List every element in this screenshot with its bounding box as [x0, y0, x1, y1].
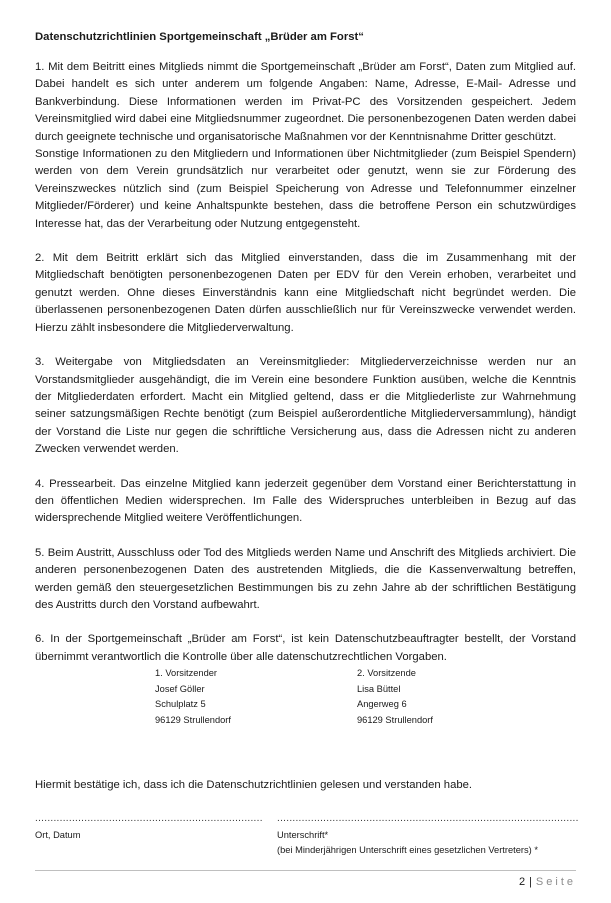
- signature-line[interactable]: ..................................................................................................: [277, 813, 579, 824]
- signer-role: 2. Vorsitzende: [357, 668, 416, 678]
- signer-role: 1. Vorsitzender: [155, 668, 218, 678]
- paragraph-1-text: 1. Mit dem Beitritt eines Mitglieds nimmt die Sportgemeinschaft „Brüder am Forst“, Daten zum Mitglied auf. Dabei handelt es sich unter anderem um folgende Angaben: Name, Adresse, E-Mail- Adresse und Bankverbindung. Diese Informationen werden im Privat-PC des Vorsitzenden gespeichert. Jedem Vereinsmitglied wird dabei eine Mitgliedsnummer zugeordnet. Die personenbezogenen Daten werden dabei durch geeignete technische und organisatorische Maßnahmen vor der Kenntnisnahme Dritter geschützt.: [35, 61, 576, 143]
- document-title: Datenschutzrichtlinien Sportgemeinschaft „Brüder am Forst“: [35, 31, 364, 43]
- signer-name: Lisa Büttel: [357, 683, 401, 694]
- footer-separator: |: [529, 876, 532, 888]
- signature-label-block: [277, 828, 538, 857]
- page-footer: [519, 876, 576, 888]
- signer-city: 96129 Strullendorf: [357, 714, 433, 725]
- signer-first-chair: [155, 666, 335, 728]
- document-body: [35, 30, 576, 666]
- signer-street: Angerweg 6: [357, 699, 407, 709]
- paragraph-2: 2. Mit dem Beitritt erklärt sich das Mitglied einverstanden, dass die im Zusammenhang mit der Mitgliedschaft benötigten personenbezogenen Daten per EDV für den Verein erhoben, verarbeitet und genutzt werden. Ohne dieses Einverständnis kann eine Mitgliedschaft nicht begründet werden. Die überlassenen personenbezogenen Daten dürfen ausschließlich nur für Vereinszwecke verwendet werden. Hierzu zählt insbesondere die Mitgliederverwaltung.: [35, 252, 576, 334]
- paragraph-1: [35, 59, 576, 233]
- confirmation-statement: Hiermit bestätige ich, dass ich die Datenschutzrichtlinien gelesen und verstanden habe.: [35, 779, 473, 791]
- paragraph-3: 3. Weitergabe von Mitgliedsdaten an Vereinsmitglieder: Mitgliederverzeichnisse werden nur an Vorstandsmitglieder ausgehändigt, die im Verein eine besondere Funktion ausüben, welche die Kenntnis der Mitgliederdaten erfordert. Macht ein Mitglied geltend, dass er die Mitgliederliste zur Wahrnehmung seiner satzungsmäßigen Rechte benötigt (zum Beispiel außerordentliche Mitgliederversammlung), händigt der Vorstand die Liste nur gegen die schriftliche Versicherung aus, dass die Adressen nicht zu anderen Zwecken verwendet werden.: [35, 356, 576, 456]
- place-date-signature-line[interactable]: ..........................................................................: [35, 813, 263, 824]
- page-word: Seite: [535, 876, 576, 888]
- footer-divider: [35, 870, 576, 871]
- paragraph-1-continuation: Sonstige Informationen zu den Mitgliedern und Informationen über Nichtmitglieder (zum Beispiel Spendern) werden von dem Verein grundsätzlich nur verarbeitet oder genutzt, wenn sie zur Förderung des Vereinszweckes nützlich sind (zum Beispiel Speicherung von Adresse und Telefonnummer einzelner Mitglieder/Förderer) und keine Anhaltspunkte bestehen, dass die betroffene Person ein schutzwürdiges Interesse hat, das der Verarbeitung oder Nutzung entgegensteht.: [35, 148, 576, 230]
- page-number: 2: [518, 876, 526, 888]
- signature-label: Unterschrift*: [277, 830, 329, 840]
- signer-street: Schulplatz 5: [155, 699, 206, 709]
- guardian-signature-note: (bei Minderjährigen Unterschrift eines gesetzlichen Vertreters) *: [277, 844, 538, 855]
- signer-name: Josef Göller: [155, 683, 205, 694]
- paragraph-4: 4. Pressearbeit. Das einzelne Mitglied kann jederzeit gegenüber dem Vorstand einer Berichterstattung in den öffentlichen Medien widersprechen. Im Falle des Widerspruches unterbleiben in Bezug auf das widersprechende Mitglied weitere Veröffentlichungen.: [35, 477, 576, 525]
- place-date-label: Ort, Datum: [35, 830, 81, 840]
- paragraph-5: 5. Beim Austritt, Ausschluss oder Tod des Mitglieds werden Name und Anschrift des Mitglieds archiviert. Die anderen personenbezogenen Daten des austretenden Mitglieds, die die Kassenverwaltung betreffen, werden gemäß den steuergesetzlichen Bestimmungen bis zu zehn Jahre ab der schriftlichen Bestätigung des Austritts durch den Vorstand aufbewahrt.: [35, 546, 576, 611]
- signer-city: 96129 Strullendorf: [155, 714, 231, 725]
- paragraph-6: 6. In der Sportgemeinschaft „Brüder am Forst“, ist kein Datenschutzbeauftragter bestellt, der Vorstand übernimmt verantwortlich die Kontrolle über alle datenschutzrechtlichen Vorgaben.: [35, 633, 576, 663]
- signer-second-chair: [357, 666, 537, 728]
